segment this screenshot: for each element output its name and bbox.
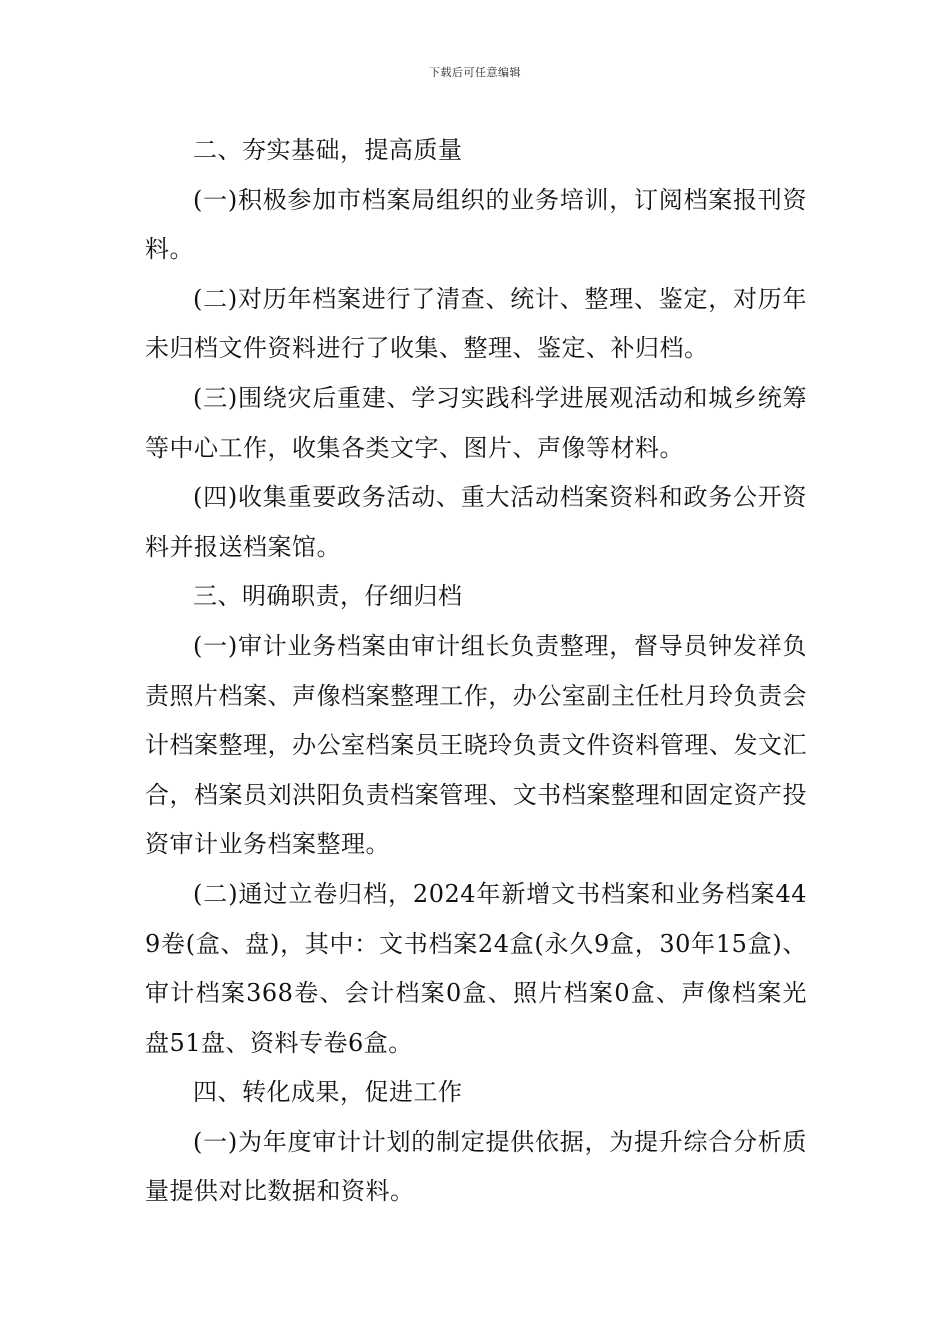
- paragraph-2-1: (一)积极参加市档案局组织的业务培训，订阅档案报刊资料。: [145, 185, 807, 264]
- paragraph-2-2: (二)对历年档案进行了清查、统计、整理、鉴定，对历年未归档文件资料进行了收集、整理、鉴定、补归档。: [145, 284, 807, 363]
- page-header: 下载后可任意编辑: [429, 66, 521, 79]
- section-heading-3: 三、明确职责，仔细归档: [193, 582, 463, 611]
- paragraph-2-4: (四)收集重要政务活动、重大活动档案资料和政务公开资料并报送档案馆。: [145, 483, 807, 561]
- document-body: [145, 126, 807, 1217]
- section-heading-4: 四、转化成果，促进工作: [193, 1078, 463, 1107]
- paragraph-4-1: (一)为年度审计计划的制定提供依据，为提升综合分析质量提供对比数据和资料。: [145, 1127, 807, 1206]
- paragraph-2-3: (三)围绕灾后重建、学习实践科学进展观活动和城乡统筹等中心工作，收集各类文字、图片、声像等材料。: [145, 383, 807, 462]
- paragraph-3-1: (一)审计业务档案由审计组长负责整理，督导员钟发祥负责照片档案、声像档案整理工作，办公室副主任杜月玲负责会计档案整理，办公室档案员王晓玲负责文件资料管理、发文汇合，档案员刘洪阳负责档案管理、文书档案整理和固定资产投资审计业务档案整理。: [145, 631, 807, 859]
- paragraph-3-2: (二)通过立卷归档，2024年新增文书档案和业务档案449卷(盒、盘)，其中：文书档案24盒(永久9盒，30年15盒)、审计档案368卷、会计档案0盒、照片档案0盒、声像档案光盘51盘、资料专卷6盒。: [145, 879, 807, 1057]
- section-heading-2: 二、夯实基础，提高质量: [193, 136, 463, 164]
